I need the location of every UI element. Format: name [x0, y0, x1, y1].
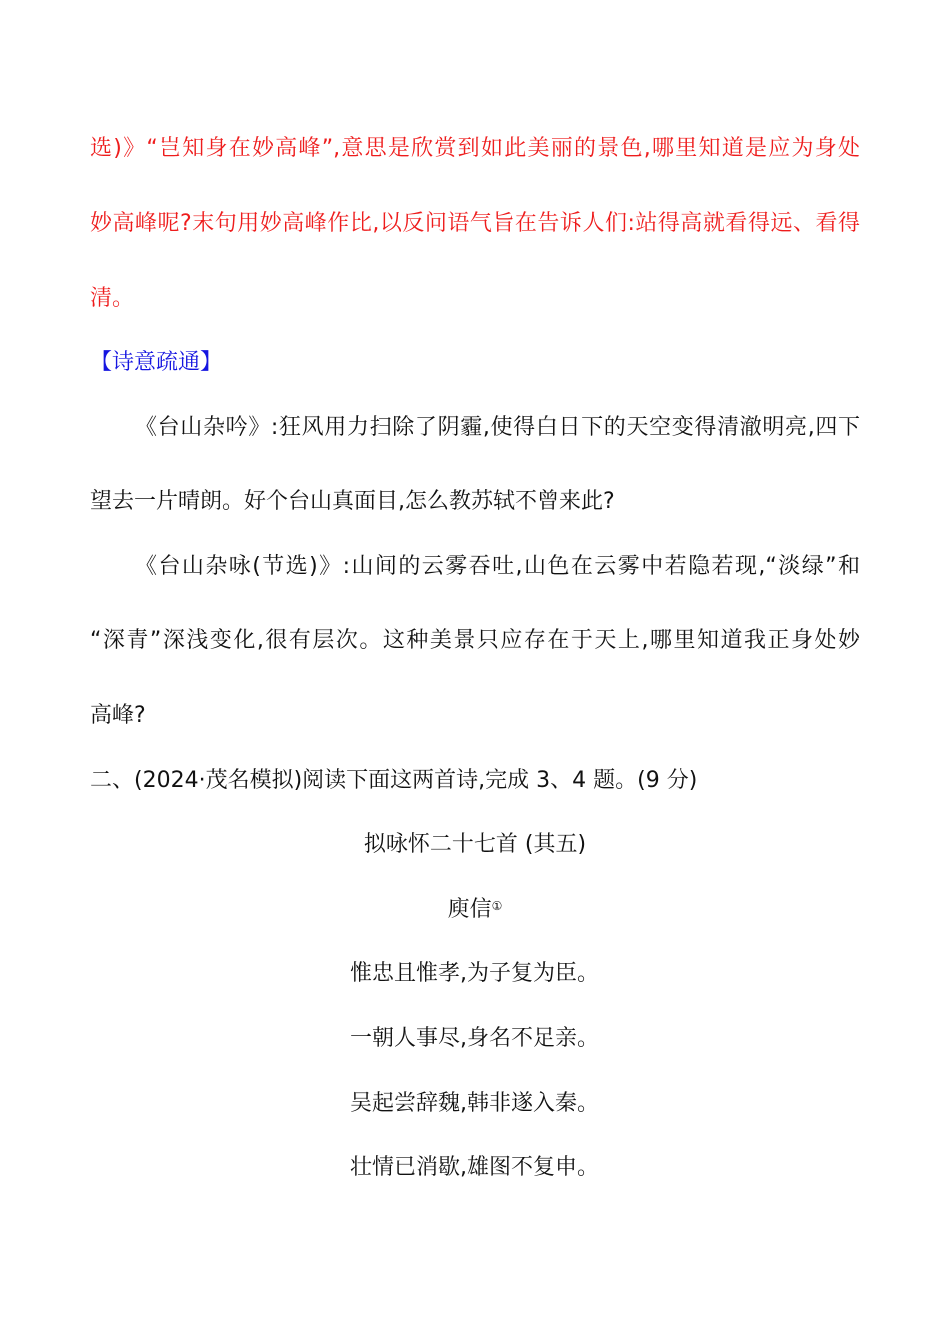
poem-line-1: 惟忠且惟孝,为子复为臣。	[350, 961, 599, 986]
explanation-1-line-1: 《台山杂吟》:狂风用力扫除了阴霾,使得白日下的天空变得清澈明亮,四下	[135, 415, 860, 440]
explanation-2-line-3: 高峰?	[90, 703, 146, 728]
poem-title: 拟咏怀二十七首 (其五)	[363, 832, 587, 857]
answer-line-2: 妙高峰呢?末句用妙高峰作比,以反问语气旨在告诉人们:站得高就看得远、看得	[90, 211, 860, 236]
explanation-2-line-2: “深青”深浅变化,很有层次。这种美景只应存在于天上,哪里知道我正身处妙	[90, 628, 860, 653]
section-heading: 【诗意疏通】	[90, 350, 223, 375]
explanation-2-line-1: 《台山杂咏(节选)》:山间的云雾吞吐,山色在云雾中若隐若现,“淡绿”和	[135, 554, 860, 579]
question-prompt: 二、(2024·茂名模拟)阅读下面这两首诗,完成 3、4 题。(9 分)	[90, 768, 698, 793]
poem-author-line	[0, 895, 950, 925]
poem-line-3: 吴起尝辞魏,韩非遂入秦。	[350, 1091, 599, 1116]
poem-line-4: 壮情已消歇,雄图不复申。	[350, 1155, 599, 1180]
poem-line-2: 一朝人事尽,身名不足亲。	[350, 1026, 599, 1051]
answer-line-1: 选)》“岂知身在妙高峰”,意思是欣赏到如此美丽的景色,哪里知道是应为身处	[90, 136, 860, 161]
answer-line-3: 清。	[90, 286, 135, 311]
explanation-1-line-2: 望去一片晴朗。好个台山真面目,怎么教苏轼不曾来此?	[90, 489, 615, 514]
footnote-marker: ①	[491, 899, 503, 913]
poem-author: 庾信	[447, 897, 492, 922]
